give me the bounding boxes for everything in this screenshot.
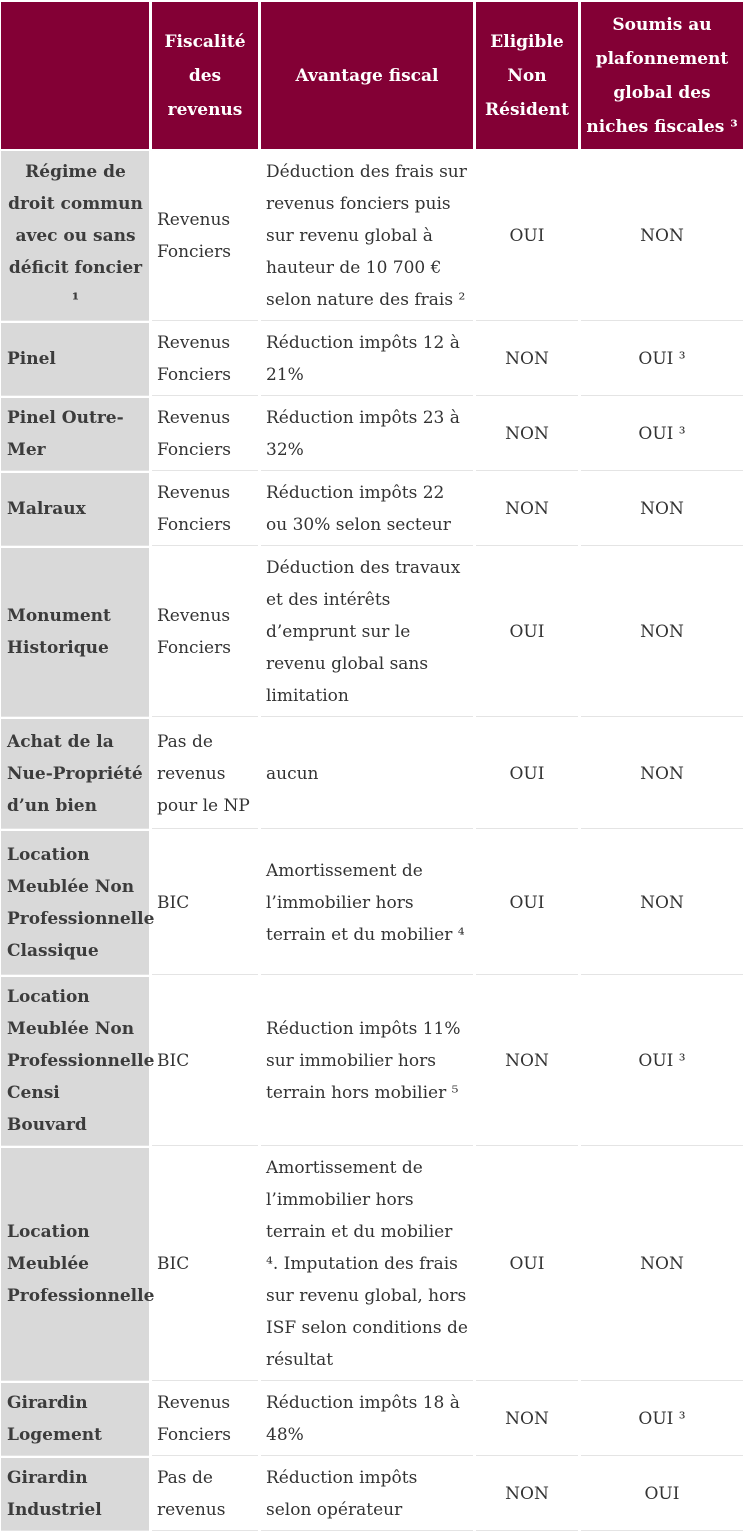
eligible-cell: NON <box>476 398 578 471</box>
fiscalite-cell: BIC <box>152 1148 258 1381</box>
avantage-cell: Réduction impôts selon opérateur <box>261 1458 473 1531</box>
plafonnement-cell: OUI ³ <box>581 977 743 1146</box>
regime-cell: Pinel <box>1 323 149 396</box>
avantage-cell: Réduction impôts 22 ou 30% selon secteur <box>261 473 473 546</box>
eligible-cell: NON <box>476 323 578 396</box>
eligible-cell: OUI <box>476 719 578 829</box>
regime-cell: Location Meublée Non Professionnelle Censi Bouvard <box>1 977 149 1146</box>
table-row <box>1 831 743 975</box>
eligible-cell: OUI <box>476 151 578 321</box>
table-row <box>1 323 743 396</box>
header-fiscalite: Fiscalité des revenus <box>152 2 258 149</box>
regime-cell: Location Meublée Non Professionnelle Classique <box>1 831 149 975</box>
avantage-cell: Amortissement de l’immobilier hors terrain et du mobilier ⁴. Imputation des frais sur revenu global, hors ISF selon conditions de résultat <box>261 1148 473 1381</box>
table-row <box>1 473 743 546</box>
plafonnement-cell: NON <box>581 831 743 975</box>
table-row <box>1 398 743 471</box>
fiscalite-cell: BIC <box>152 977 258 1146</box>
fiscalite-cell: Revenus Fonciers <box>152 473 258 546</box>
plafonnement-cell: OUI <box>581 1458 743 1531</box>
avantage-cell: Réduction impôts 11% sur immobilier hors terrain hors mobilier ⁵ <box>261 977 473 1146</box>
eligible-cell: OUI <box>476 548 578 717</box>
plafonnement-cell: OUI ³ <box>581 1383 743 1456</box>
header-avantage: Avantage fiscal <box>261 2 473 149</box>
regime-cell: Location Meublée Professionnelle <box>1 1148 149 1381</box>
table-row <box>1 151 743 321</box>
header-eligible: Eligible Non Résident <box>476 2 578 149</box>
eligible-cell: OUI <box>476 831 578 975</box>
eligible-cell: NON <box>476 1458 578 1531</box>
table-row <box>1 1458 743 1531</box>
header-empty <box>1 2 149 149</box>
fiscalite-cell: Revenus Fonciers <box>152 1383 258 1456</box>
regime-cell: Malraux <box>1 473 149 546</box>
avantage-cell: Réduction impôts 23 à 32% <box>261 398 473 471</box>
avantage-cell: Déduction des travaux et des intérêts d’emprunt sur le revenu global sans limitation <box>261 548 473 717</box>
plafonnement-cell: OUI ³ <box>581 323 743 396</box>
eligible-cell: NON <box>476 977 578 1146</box>
avantage-cell: aucun <box>261 719 473 829</box>
plafonnement-cell: NON <box>581 151 743 321</box>
header-row <box>1 2 743 149</box>
eligible-cell: NON <box>476 473 578 546</box>
regime-cell: Achat de la Nue-Propriété d’un bien <box>1 719 149 829</box>
plafonnement-cell: NON <box>581 1148 743 1381</box>
fiscalite-cell: Revenus Fonciers <box>152 398 258 471</box>
table-row <box>1 1148 743 1381</box>
fiscalite-cell: BIC <box>152 831 258 975</box>
eligible-cell: NON <box>476 1383 578 1456</box>
regime-cell: Régime de droit commun avec ou sans déficit foncier ¹ <box>1 151 149 321</box>
table-row <box>1 719 743 829</box>
table-row <box>1 548 743 717</box>
plafonnement-cell: NON <box>581 473 743 546</box>
eligible-cell: OUI <box>476 1148 578 1381</box>
plafonnement-cell: NON <box>581 548 743 717</box>
fiscalite-cell: Revenus Fonciers <box>152 323 258 396</box>
fiscalite-cell: Revenus Fonciers <box>152 151 258 321</box>
plafonnement-cell: OUI ³ <box>581 398 743 471</box>
regime-cell: Girardin Industriel <box>1 1458 149 1531</box>
table-row <box>1 977 743 1146</box>
regime-cell: Pinel Outre-Mer <box>1 398 149 471</box>
avantage-cell: Réduction impôts 12 à 21% <box>261 323 473 396</box>
avantage-cell: Déduction des frais sur revenus fonciers puis sur revenu global à hauteur de 10 700 € selon nature des frais ² <box>261 151 473 321</box>
fiscalite-cell: Pas de revenus pour le NP <box>152 719 258 829</box>
avantage-cell: Réduction impôts 18 à 48% <box>261 1383 473 1456</box>
fiscalite-cell: Pas de revenus <box>152 1458 258 1531</box>
regime-cell: Monument Historique <box>1 548 149 717</box>
table-row <box>1 1383 743 1456</box>
avantage-cell: Amortissement de l’immobilier hors terrain et du mobilier ⁴ <box>261 831 473 975</box>
header-plafonnement: Soumis au plafonnement global des niches fiscales ³ <box>581 2 743 149</box>
regime-cell: Girardin Logement <box>1 1383 149 1456</box>
plafonnement-cell: NON <box>581 719 743 829</box>
fiscalite-cell: Revenus Fonciers <box>152 548 258 717</box>
